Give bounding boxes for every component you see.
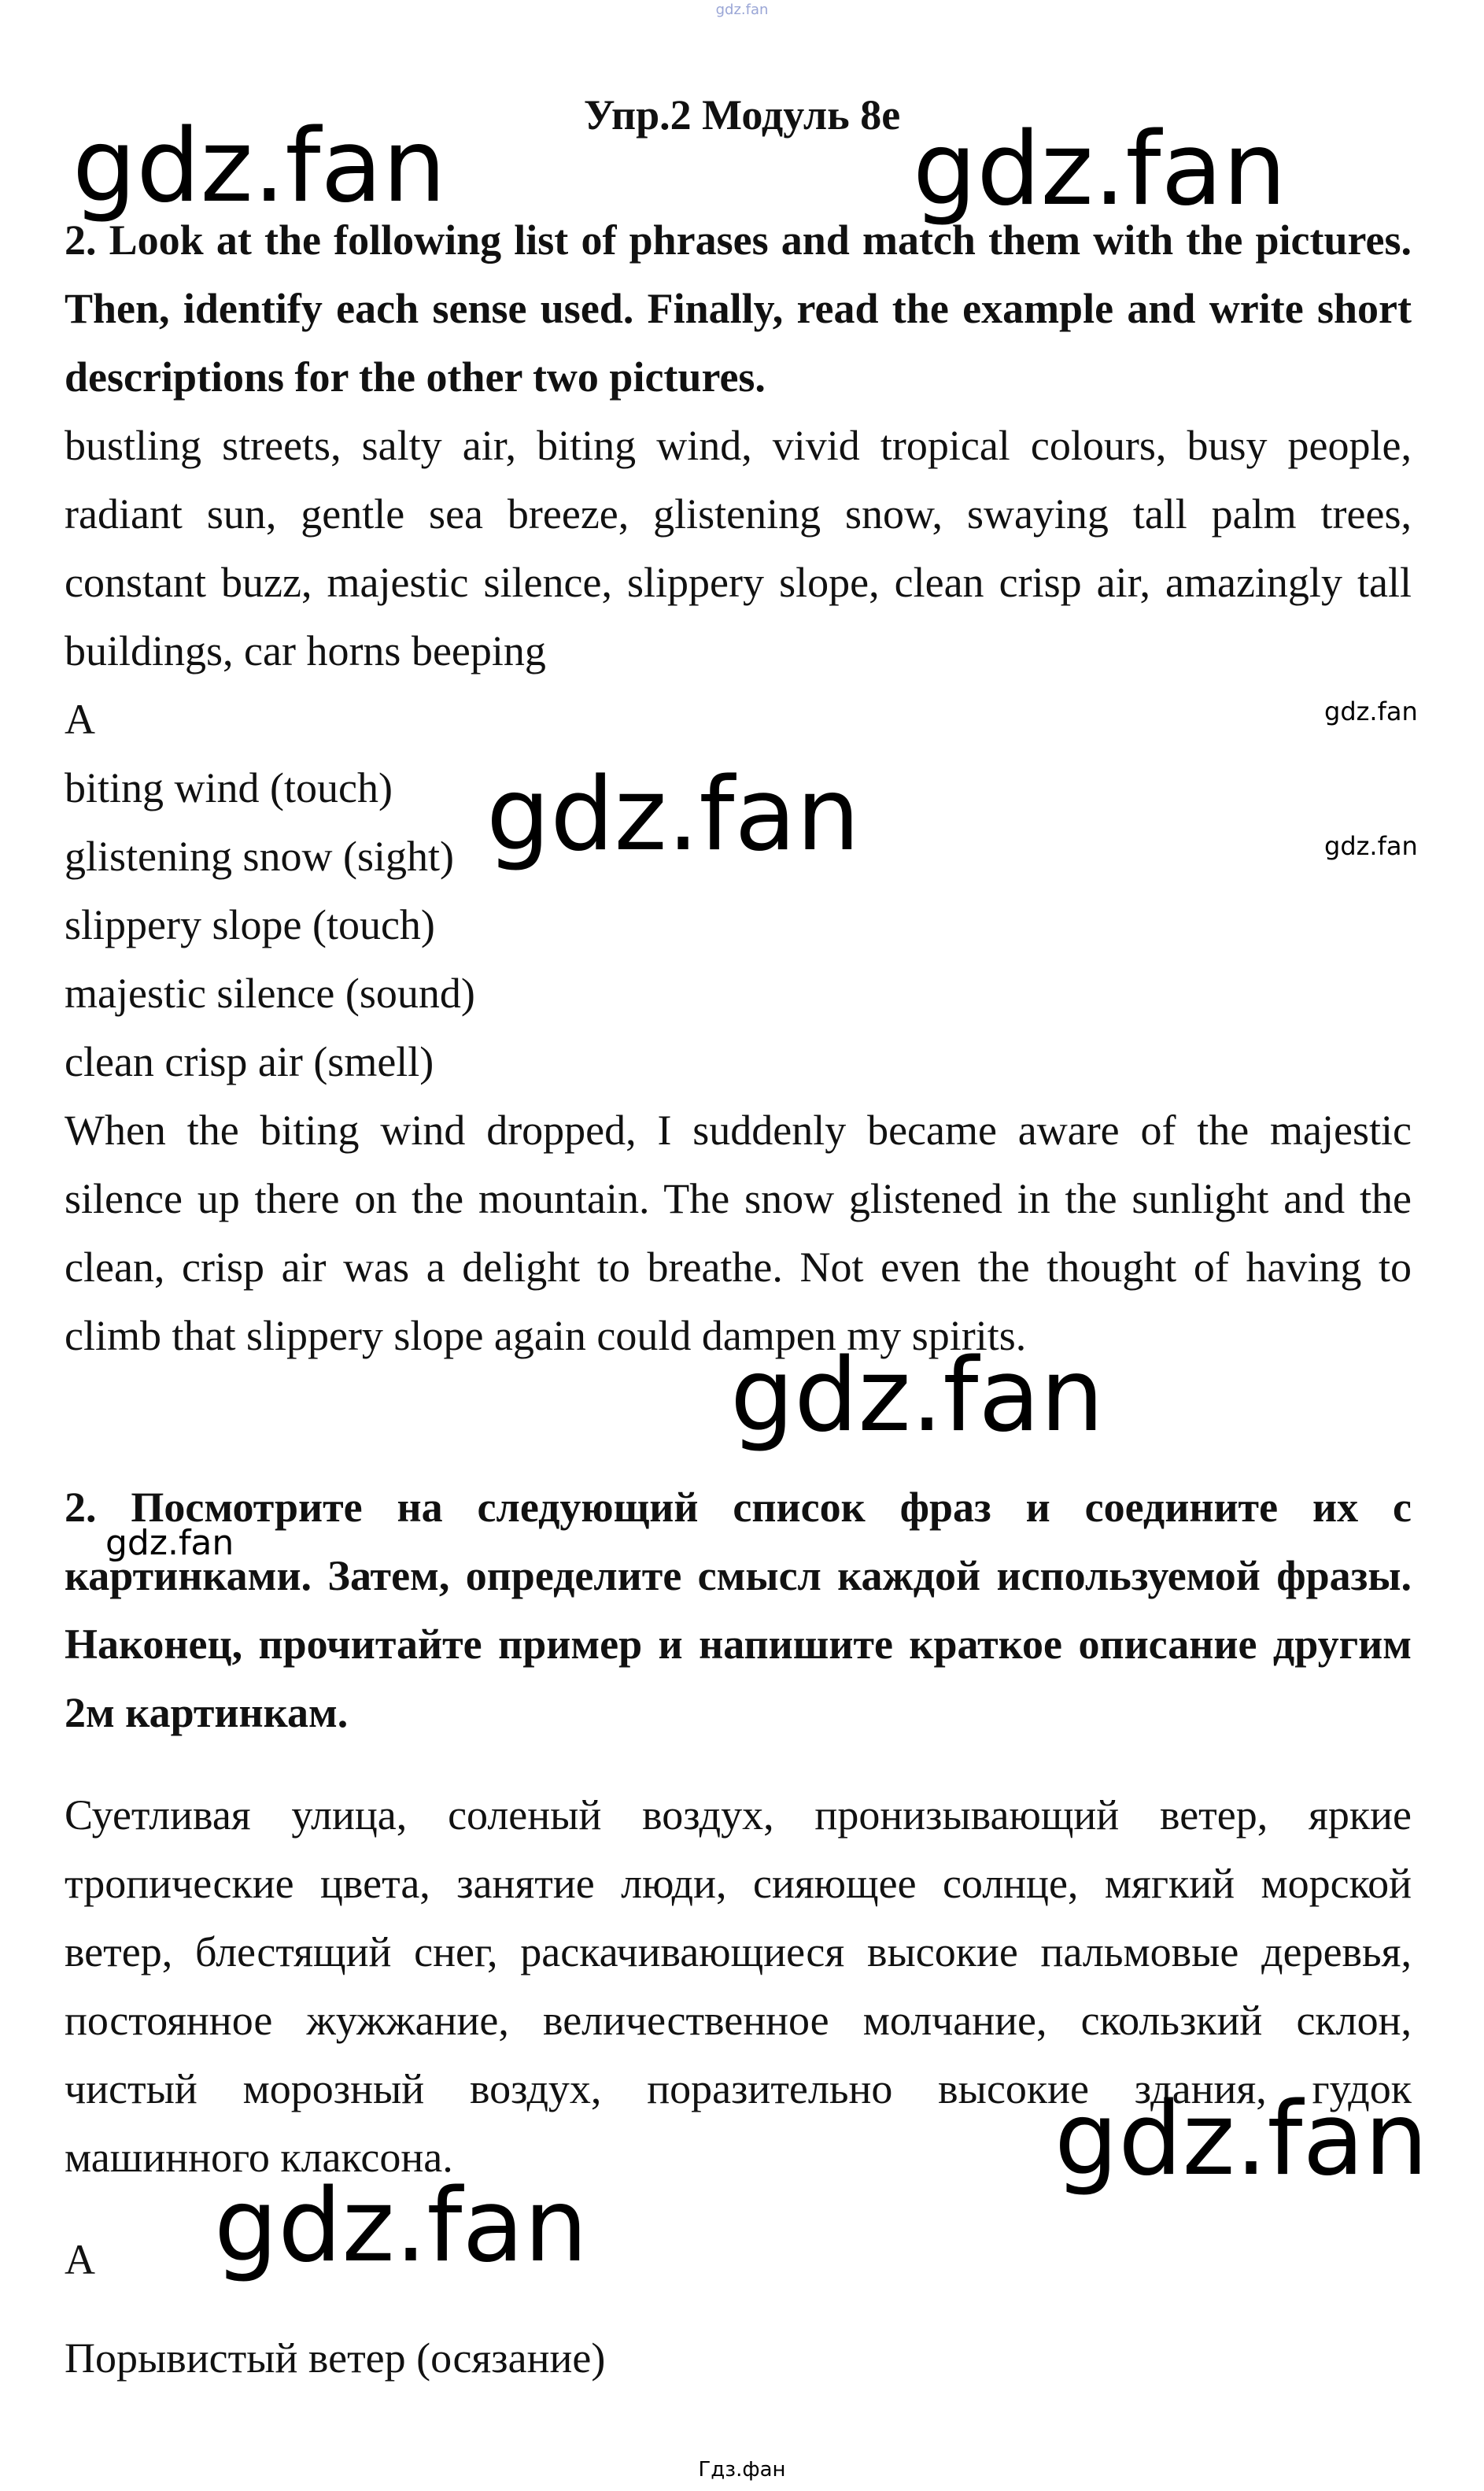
page-title: Упр.2 Модуль 8е <box>583 91 901 139</box>
top-watermark: gdz.fan <box>715 2 769 18</box>
watermark: gdz.fan <box>105 1523 234 1563</box>
watermark: gdz.fan <box>486 756 860 874</box>
english-phrase-list: bustling streets, salty air, biting wind, vivid tropical colours, busy people, radiant sun, gentle sea breeze, glistening snow, swaying tall palm trees, constant buzz, majestic silence, slippery slope, clean crisp air, amazingly tall buildings, car horns beeping <box>65 422 1412 674</box>
russian-item: Порывистый ветер (осязание) <box>65 2334 606 2382</box>
russian-task: 2. Посмотрите на следующий список фраз и соедините их с картинками. Затем, определите смысл каждой используемой фразы. Наконец, прочитайте пример и напишите краткое описание другим 2м картинкам. <box>65 1484 1412 1736</box>
list-item: glistening snow (sight) <box>65 833 454 880</box>
footer-watermark: Гдз.фан <box>698 2458 786 2482</box>
list-item: majestic silence (sound) <box>65 970 475 1017</box>
russian-label-a: А <box>65 2236 95 2283</box>
watermark: gdz.fan <box>1324 697 1418 726</box>
english-label-a: A <box>65 696 95 743</box>
watermark: gdz.fan <box>913 111 1287 228</box>
english-example-paragraph: When the biting wind dropped, I suddenly became aware of the majestic silence up there on the mountain. The snow glistened in the sunlight and the clean, crisp air was a delight to breathe. Not even the thought of having to climb that slippery slope again could dampen my spirits. <box>65 1107 1412 1359</box>
list-item: slippery slope (touch) <box>65 901 435 948</box>
watermark: gdz.fan <box>1054 2081 1428 2198</box>
english-task: 2. Look at the following list of phrases and match them with the pictures. Then, identify each sense used. Finally, read the example and write short descriptions for the other two pictures. <box>65 216 1412 401</box>
watermark: gdz.fan <box>214 2168 588 2285</box>
watermark: gdz.fan <box>1324 831 1418 861</box>
list-item: clean crisp air (smell) <box>65 1038 434 1085</box>
watermark: gdz.fan <box>72 108 446 225</box>
list-item: biting wind (touch) <box>65 764 393 811</box>
russian-phrase-list: Суетливая улица, соленый воздух, пронизывающий ветер, яркие тропические цвета, занятие люди, сияющее солнце, мягкий морской ветер, блестящий снег, раскачивающиеся высокие пальмовые деревья, постоянное жужжание, величественное молчание, скользкий склон, чистый морозный воздух, поразительно высокие здания, гудок машинного клаксона. <box>65 1791 1412 2181</box>
watermark: gdz.fan <box>730 1337 1104 1454</box>
